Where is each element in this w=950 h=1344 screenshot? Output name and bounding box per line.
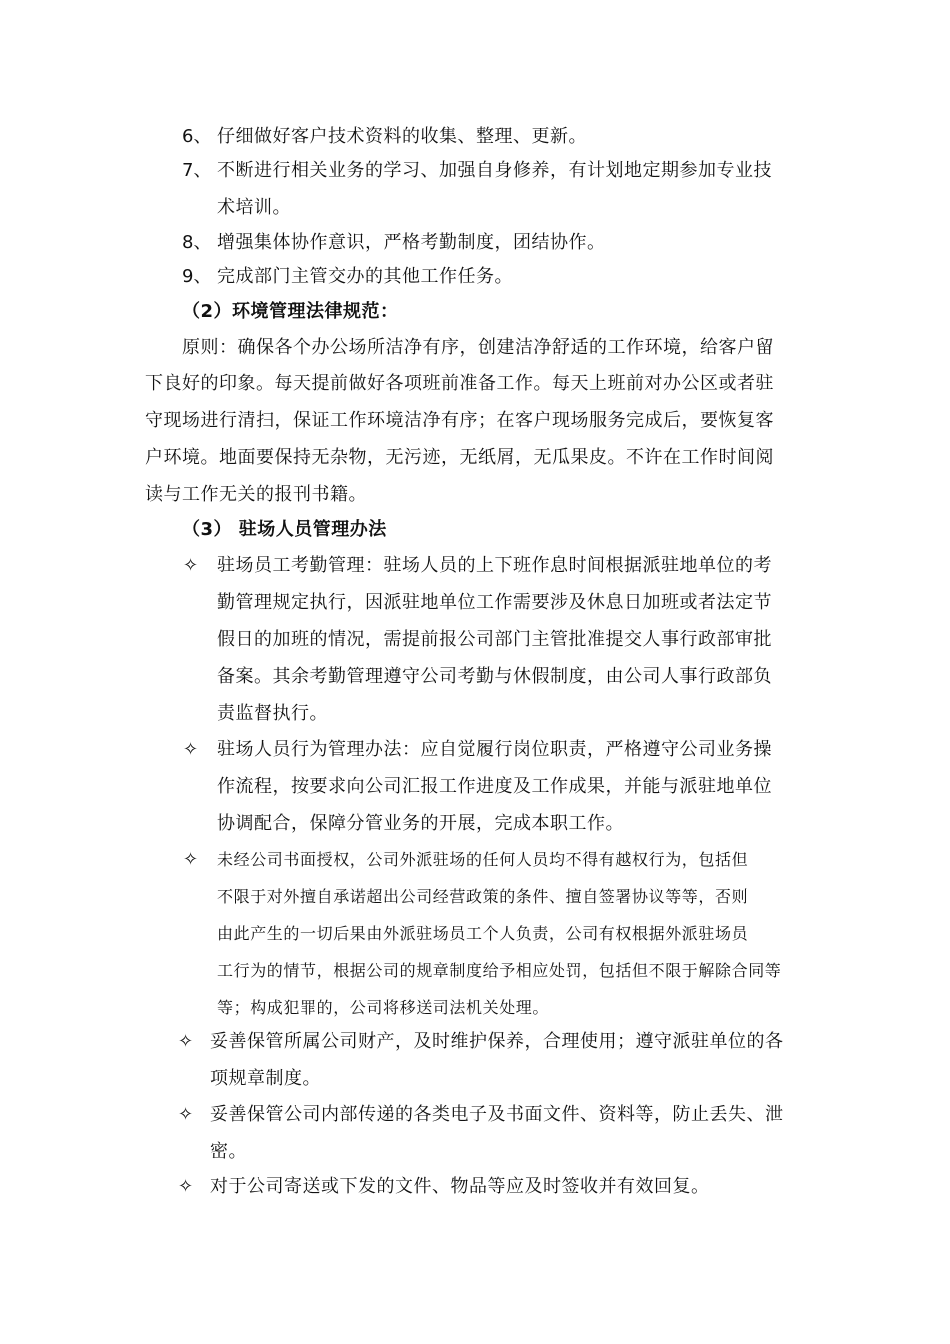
- bullet-text: 假日的加班的情况，需提前报公司部门主管批准提交人事行政部审批: [217, 629, 772, 650]
- bullet-text: 作流程，按要求向公司汇报工作进度及工作成果，并能与派驻地单位: [217, 776, 772, 797]
- paragraph-line: 户环境。地面要保持无杂物，无污迹，无纸屑，无瓜果皮。不许在工作时间阅: [145, 447, 774, 468]
- bullet-text: 密。: [210, 1141, 247, 1162]
- list-item-number: 6、: [182, 126, 212, 147]
- list-item-text: 增强集体协作意识，严格考勤制度，团结协作。: [217, 232, 606, 253]
- paragraph-line: 守现场进行清扫，保证工作环境洁净有序；在客户现场服务完成后，要恢复客: [145, 410, 774, 431]
- bullet-text: 未经公司书面授权，公司外派驻场的任何人员均不得有越权行为，包括但: [217, 850, 749, 869]
- diamond-bullet-icon: ✧: [178, 1176, 194, 1197]
- bullet-text: 妥善保管公司内部传递的各类电子及书面文件、资料等，防止丢失、泄: [210, 1104, 784, 1125]
- list-item-number: 8、: [182, 232, 212, 253]
- bullet-text: 妥善保管所属公司财产，及时维护保养，合理使用；遵守派驻单位的各: [210, 1031, 784, 1052]
- bullet-text: 不限于对外擅自承诺超出公司经营政策的条件、擅自签署协议等等，否则: [217, 887, 749, 906]
- bullet-text: 等；构成犯罪的，公司将移送司法机关处理。: [217, 998, 550, 1017]
- bullet-text: 对于公司寄送或下发的文件、物品等应及时签收并有效回复。: [210, 1176, 710, 1197]
- bullet-text: 备案。其余考勤管理遵守公司考勤与休假制度，由公司人事行政部负: [217, 666, 772, 687]
- bullet-text: 责监督执行。: [217, 703, 328, 724]
- bullet-text: 协调配合，保障分管业务的开展，完成本职工作。: [217, 813, 624, 834]
- diamond-bullet-icon: ✧: [183, 739, 199, 760]
- paragraph-line: 原则：确保各个办公场所洁净有序，创建洁净舒适的工作环境，给客户留: [182, 337, 774, 358]
- diamond-bullet-icon: ✧: [183, 555, 199, 576]
- list-item-number: 9、: [182, 266, 212, 287]
- diamond-bullet-icon: ✧: [183, 849, 199, 870]
- list-item-text: 不断进行相关业务的学习、加强自身修养，有计划地定期参加专业技: [217, 160, 772, 181]
- bullet-text: 驻场员工考勤管理：驻场人员的上下班作息时间根据派驻地单位的考: [217, 555, 772, 576]
- list-item-text: 仔细做好客户技术资料的收集、整理、更新。: [217, 126, 587, 147]
- bullet-text: 驻场人员行为管理办法：应自觉履行岗位职责，严格遵守公司业务操: [217, 739, 772, 760]
- paragraph-line: 读与工作无关的报刊书籍。: [145, 484, 367, 505]
- bullet-text: 项规章制度。: [210, 1068, 321, 1089]
- bullet-text: 勤管理规定执行，因派驻地单位工作需要涉及休息日加班或者法定节: [217, 592, 772, 613]
- list-item-text: 术培训。: [217, 197, 291, 218]
- section-heading: （3） 驻场人员管理办法: [182, 519, 387, 540]
- paragraph-line: 下良好的印象。每天提前做好各项班前准备工作。每天上班前对办公区或者驻: [145, 373, 774, 394]
- diamond-bullet-icon: ✧: [178, 1031, 194, 1052]
- diamond-bullet-icon: ✧: [178, 1104, 194, 1125]
- bullet-text: 由此产生的一切后果由外派驻场员工个人负责，公司有权根据外派驻场员: [217, 924, 749, 943]
- section-heading: （2）环境管理法律规范：: [182, 301, 399, 322]
- list-item-text: 完成部门主管交办的其他工作任务。: [217, 266, 513, 287]
- bullet-text: 工行为的情节，根据公司的规章制度给予相应处罚，包括但不限于解除合同等: [217, 961, 782, 980]
- list-item-number: 7、: [182, 160, 212, 181]
